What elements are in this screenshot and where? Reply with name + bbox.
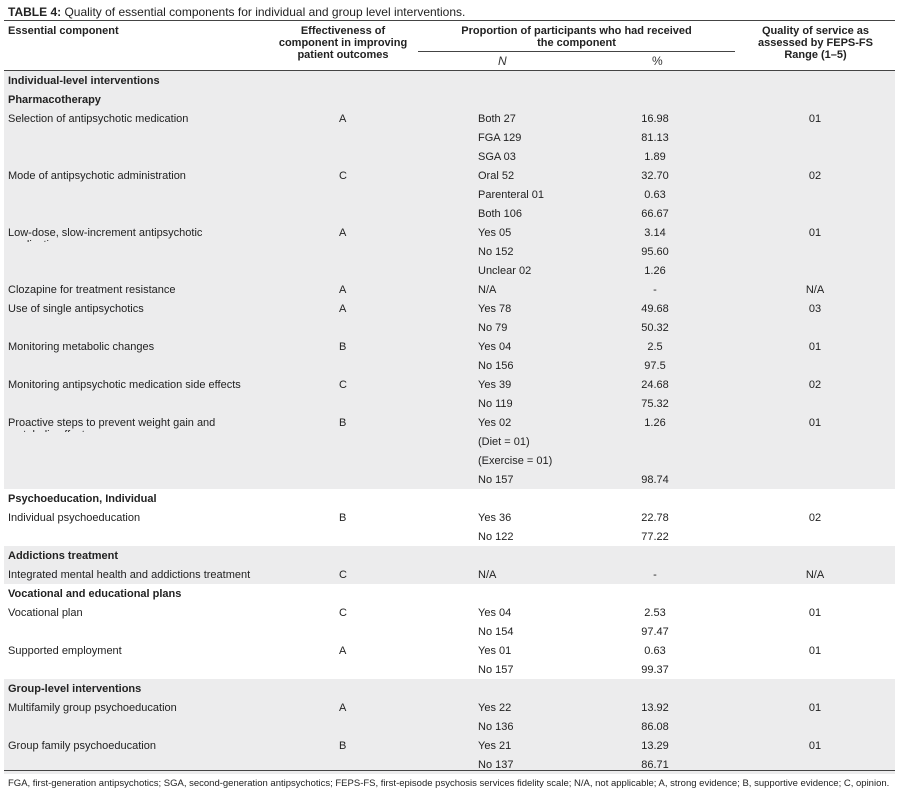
percent-cell: 77.22 bbox=[641, 531, 669, 543]
component-cell: Individual-level interventions bbox=[8, 75, 160, 87]
percent-cell: 95.60 bbox=[641, 246, 669, 258]
header-quality-line1: Quality of service as bbox=[762, 25, 869, 37]
top-rule bbox=[4, 20, 895, 21]
n-cell: Both 106 bbox=[478, 208, 523, 220]
subsection-heading-row bbox=[4, 90, 895, 109]
percent-cell: 13.29 bbox=[641, 740, 669, 752]
n-cell: Yes 22 bbox=[478, 702, 512, 714]
table-row bbox=[4, 128, 895, 147]
n-cell: Yes 01 bbox=[478, 645, 512, 657]
quality-cell: 01 bbox=[808, 702, 822, 714]
component-cell: Supported employment bbox=[8, 645, 122, 657]
n-cell: Unclear 02 bbox=[478, 265, 532, 277]
n-cell: No 79 bbox=[478, 322, 508, 334]
proportion-subheader-rule bbox=[418, 51, 735, 52]
percent-cell: 16.98 bbox=[641, 113, 669, 125]
table-row bbox=[4, 147, 895, 166]
table-row bbox=[4, 755, 895, 774]
component-cell: Multifamily group psychoeducation bbox=[8, 702, 177, 714]
percent-cell: 97.5 bbox=[644, 360, 666, 372]
header-effectiveness bbox=[268, 25, 418, 61]
percent-cell: 86.71 bbox=[641, 759, 669, 771]
header-proportion-line1: Proportion of participants who had received bbox=[461, 25, 692, 37]
percent-cell: 24.68 bbox=[641, 379, 669, 391]
percent-cell: 50.32 bbox=[641, 322, 669, 334]
effectiveness-cell: B bbox=[339, 417, 347, 429]
n-cell: No 157 bbox=[478, 664, 514, 676]
percent-cell: 86.08 bbox=[641, 721, 669, 733]
table-row bbox=[4, 622, 895, 641]
subsection-heading-row bbox=[4, 546, 895, 565]
table-footnote: FGA, first-generation antipsychotics; SGA, second-generation antipsychotics; FEPS-FS, first-episode psychosis services fidelity scale; N/A, not applicable; A, strong evidence; B, supportive evidence; C, opinion. bbox=[8, 778, 890, 789]
quality-cell: 01 bbox=[808, 740, 822, 752]
n-cell: N/A bbox=[478, 284, 497, 296]
n-cell: N/A bbox=[478, 569, 497, 581]
n-cell: FGA 129 bbox=[478, 132, 522, 144]
n-cell: Yes 04 bbox=[478, 341, 512, 353]
quality-cell: 02 bbox=[808, 170, 822, 182]
table-row bbox=[4, 470, 895, 489]
n-cell: (Diet = 01) bbox=[478, 436, 530, 448]
section-heading-row bbox=[4, 71, 895, 90]
component-cell: Vocational and educational plans bbox=[8, 588, 182, 600]
percent-cell: 66.67 bbox=[641, 208, 669, 220]
table-row bbox=[4, 223, 895, 242]
n-cell: Yes 05 bbox=[478, 227, 512, 239]
percent-cell: 13.92 bbox=[641, 702, 669, 714]
quality-cell: 01 bbox=[808, 227, 822, 239]
table-row bbox=[4, 375, 895, 394]
n-cell: No 157 bbox=[478, 474, 514, 486]
table-row bbox=[4, 451, 895, 470]
n-cell: Oral 52 bbox=[478, 170, 515, 182]
quality-cell: 01 bbox=[808, 341, 822, 353]
section-heading-row bbox=[4, 679, 895, 698]
header-quality bbox=[738, 25, 893, 61]
subsection-heading-row bbox=[4, 584, 895, 603]
table-row bbox=[4, 527, 895, 546]
table-row bbox=[4, 413, 895, 432]
n-cell: Yes 04 bbox=[478, 607, 512, 619]
table-row bbox=[4, 318, 895, 337]
component-cell: Proactive steps to prevent weight gain and bbox=[8, 417, 216, 429]
percent-cell: 1.26 bbox=[644, 417, 666, 429]
quality-cell: 01 bbox=[808, 113, 822, 125]
effectiveness-cell: B bbox=[339, 740, 347, 752]
n-cell: Parenteral 01 bbox=[478, 189, 545, 201]
percent-cell: 75.32 bbox=[641, 398, 669, 410]
header-pct: % bbox=[652, 54, 663, 68]
table-row bbox=[4, 603, 895, 622]
percent-cell: 2.53 bbox=[644, 607, 666, 619]
component-cell: Integrated mental health and addictions treatment bbox=[8, 569, 251, 581]
component-cell: Pharmacotherapy bbox=[8, 94, 101, 106]
effectiveness-cell: C bbox=[339, 379, 347, 391]
effectiveness-cell: B bbox=[339, 512, 347, 524]
component-cell: Low-dose, slow-increment antipsychotic bbox=[8, 227, 203, 239]
percent-cell: 97.47 bbox=[641, 626, 669, 638]
percent-cell: 1.26 bbox=[644, 265, 666, 277]
quality-cell: 01 bbox=[808, 417, 822, 429]
component-cell: Selection of antipsychotic medication bbox=[8, 113, 189, 125]
effectiveness-cell: A bbox=[339, 645, 347, 657]
component-cell: Vocational plan bbox=[8, 607, 83, 619]
table-row bbox=[4, 337, 895, 356]
percent-cell: 2.5 bbox=[647, 341, 663, 353]
component-cell: Mode of antipsychotic administration bbox=[8, 170, 186, 182]
effectiveness-cell: C bbox=[339, 607, 347, 619]
n-cell: Yes 36 bbox=[478, 512, 512, 524]
n-cell: Both 27 bbox=[478, 113, 516, 125]
n-cell: No 152 bbox=[478, 246, 514, 258]
percent-cell: 0.63 bbox=[644, 645, 666, 657]
table-row bbox=[4, 280, 895, 299]
n-cell: Yes 21 bbox=[478, 740, 512, 752]
component-cell: Monitoring antipsychotic medication side effects bbox=[8, 379, 241, 391]
n-cell: SGA 03 bbox=[478, 151, 516, 163]
subsection-heading-row bbox=[4, 489, 895, 508]
effectiveness-cell: A bbox=[339, 284, 347, 296]
n-cell: Yes 39 bbox=[478, 379, 512, 391]
table-row bbox=[4, 242, 895, 261]
table-row bbox=[4, 698, 895, 717]
header-component: Essential component bbox=[8, 25, 119, 37]
table-row bbox=[4, 565, 895, 584]
percent-cell: 99.37 bbox=[641, 664, 669, 676]
n-cell: No 154 bbox=[478, 626, 514, 638]
header-effectiveness-line1: Effectiveness of bbox=[300, 25, 386, 37]
caption-text: Quality of essential components for individual and group level interventions. bbox=[61, 5, 466, 19]
n-cell: No 122 bbox=[478, 531, 514, 543]
quality-cell: 01 bbox=[808, 645, 822, 657]
component-cell: Individual psychoeducation bbox=[8, 512, 141, 524]
component-cell: Addictions treatment bbox=[8, 550, 119, 562]
effectiveness-cell: B bbox=[339, 341, 347, 353]
caption-label: TABLE 4: bbox=[8, 5, 62, 19]
table-caption bbox=[8, 5, 465, 19]
quality-cell: 02 bbox=[808, 512, 822, 524]
quality-cell: 02 bbox=[808, 379, 822, 391]
percent-cell: - bbox=[653, 284, 657, 296]
header-proportion bbox=[418, 25, 735, 49]
percent-cell: 22.78 bbox=[641, 512, 669, 524]
percent-cell: 1.89 bbox=[644, 151, 666, 163]
table-row bbox=[4, 204, 895, 223]
bottom-rule bbox=[4, 770, 895, 771]
percent-cell: - bbox=[653, 569, 657, 581]
percent-cell: 0.63 bbox=[644, 189, 666, 201]
table-row bbox=[4, 356, 895, 375]
effectiveness-cell: C bbox=[339, 170, 347, 182]
table-row bbox=[4, 641, 895, 660]
table-row bbox=[4, 185, 895, 204]
component-cell: Clozapine for treatment resistance bbox=[8, 284, 176, 296]
percent-cell: 49.68 bbox=[641, 303, 669, 315]
percent-cell: 32.70 bbox=[641, 170, 669, 182]
table-row bbox=[4, 166, 895, 185]
n-cell: Yes 02 bbox=[478, 417, 512, 429]
quality-cell: 01 bbox=[808, 607, 822, 619]
table-row bbox=[4, 508, 895, 527]
effectiveness-cell: A bbox=[339, 113, 347, 125]
percent-cell: 3.14 bbox=[644, 227, 666, 239]
component-cell: Group-level interventions bbox=[8, 683, 142, 695]
component-cell: Psychoeducation, Individual bbox=[8, 493, 157, 505]
component-cell: Group family psychoeducation bbox=[8, 740, 156, 752]
n-cell: No 137 bbox=[478, 759, 514, 771]
component-cell: Use of single antipsychotics bbox=[8, 303, 144, 315]
n-cell: No 119 bbox=[478, 398, 513, 410]
header-quality-line3: Range (1–5) bbox=[784, 49, 847, 61]
effectiveness-cell: C bbox=[339, 569, 347, 581]
n-cell: No 136 bbox=[478, 721, 514, 733]
effectiveness-cell: A bbox=[339, 227, 347, 239]
percent-cell: 98.74 bbox=[641, 474, 669, 486]
header-effectiveness-line3: patient outcomes bbox=[297, 49, 389, 61]
table-row bbox=[4, 109, 895, 128]
effectiveness-cell: A bbox=[339, 702, 347, 714]
quality-cell: 03 bbox=[808, 303, 822, 315]
header-n: N bbox=[498, 54, 507, 68]
percent-cell: 81.13 bbox=[641, 132, 669, 144]
component-cell: Monitoring metabolic changes bbox=[8, 341, 155, 353]
n-cell: No 156 bbox=[478, 360, 514, 372]
quality-cell: N/A bbox=[805, 284, 825, 296]
n-cell: (Exercise = 01) bbox=[478, 455, 553, 467]
table-row bbox=[4, 261, 895, 280]
effectiveness-cell: A bbox=[339, 303, 347, 315]
n-cell: Yes 78 bbox=[478, 303, 512, 315]
table-row bbox=[4, 736, 895, 755]
table-row bbox=[4, 432, 895, 451]
table-row bbox=[4, 299, 895, 318]
table-row bbox=[4, 394, 895, 413]
header-quality-line2: assessed by FEPS-FS bbox=[758, 37, 873, 49]
table-body bbox=[4, 71, 895, 774]
header-proportion-line2: the component bbox=[537, 37, 616, 49]
table-row bbox=[4, 660, 895, 679]
table-row bbox=[4, 717, 895, 736]
quality-cell: N/A bbox=[805, 569, 825, 581]
header-effectiveness-line2: component in improving bbox=[278, 37, 408, 49]
